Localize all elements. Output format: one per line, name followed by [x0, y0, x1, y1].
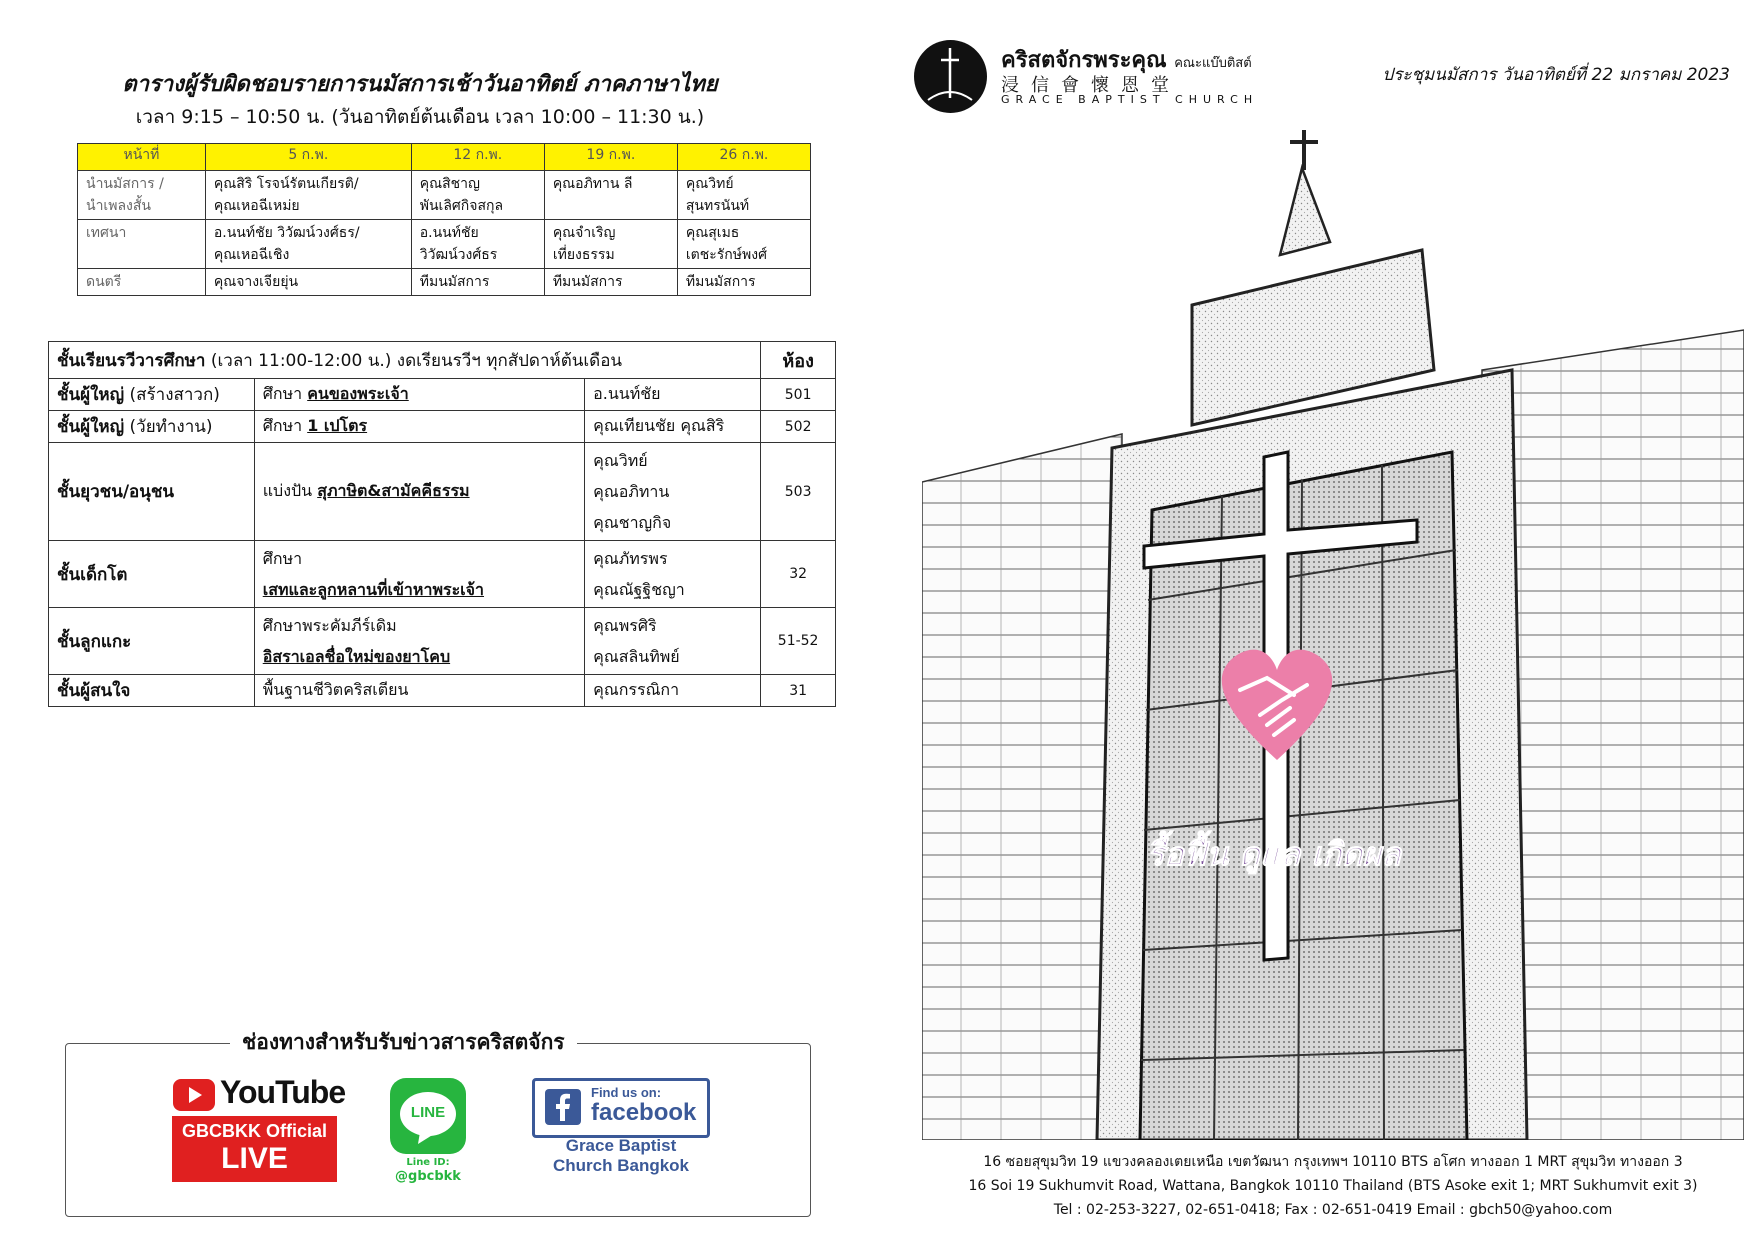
teacher-line: คุณสลินทิพย์: [593, 647, 680, 666]
duty-cell: ทีมนมัสการ: [677, 269, 810, 296]
teacher-line: คุณวิทย์: [593, 451, 648, 470]
class-room: 501: [761, 379, 836, 411]
slogan: รื้อฟื้น ดูแล เกิดผล: [1147, 835, 1401, 873]
church-name-th-text: คริสตจักรพระคุณ: [1001, 48, 1167, 73]
class-teacher: คุณเทียนชัย คุณสิริ: [585, 411, 761, 443]
church-logo: [914, 40, 987, 113]
address-thai: 16 ซอยสุขุมวิท 19 แขวงคลองเตยเหนือ เขตวัฒนา กรุงเทพฯ 10110 BTS อโศก ทางออก 1 MRT สุขุมวิท ทางออก 3: [983, 1154, 1683, 1170]
duty-row-sermon: [78, 220, 811, 269]
channels-title: ช่องทางสำหรับรับข่าวสารคริสตจักร: [230, 1026, 577, 1059]
role-cell: [78, 171, 206, 220]
class-room: 31: [761, 675, 836, 707]
class-row: [49, 379, 836, 411]
header-cell: 12 ก.พ.: [411, 144, 544, 171]
line-brand: LINE: [410, 1104, 446, 1121]
class-name-note: (วัยทำงาน): [124, 417, 213, 437]
topic-title: อิสราเอลชื่อใหม่ของยาโคบ: [262, 647, 451, 666]
class-header-rest: (เวลา 11:00-12:00 น.) งดเรียนรวีฯ ทุกสัปดาห์ต้นเดือน: [205, 350, 623, 371]
duty-row-music: [78, 269, 811, 296]
cell-line: คุณสิชาญ: [419, 176, 480, 192]
church-logo-cross-icon: [914, 40, 987, 113]
duty-row-worship: [78, 171, 811, 220]
duty-cell: [677, 220, 810, 269]
header-cell: 19 ก.พ.: [544, 144, 677, 171]
class-name: [49, 379, 255, 411]
duty-cell: [411, 220, 544, 269]
class-name: [49, 411, 255, 443]
church-address: [922, 1150, 1744, 1222]
class-room: 502: [761, 411, 836, 443]
cell-line: คุณเหอฉีเชิง: [213, 247, 290, 263]
facebook-f-icon: [545, 1089, 581, 1125]
duty-roster-table: [77, 143, 811, 296]
teacher-line: คุณพรศิริ: [593, 616, 657, 635]
church-name-english: GRACE BAPTIST CHURCH: [1001, 93, 1259, 106]
class-teacher: [585, 443, 761, 541]
class-name: ชั้นผู้สนใจ: [49, 675, 255, 707]
class-row: [49, 443, 836, 541]
header-cell: 5 ก.พ.: [205, 144, 411, 171]
cell-line: อ.นนท์ชัย วิวัฒน์วงศ์ธร/: [213, 225, 360, 241]
duty-cell: ทีมนมัสการ: [411, 269, 544, 296]
facebook-brand: facebook: [591, 1099, 697, 1126]
class-teacher: [585, 541, 761, 608]
facebook-find-us: Find us on:: [591, 1085, 662, 1100]
class-topic: [254, 379, 584, 411]
spire: [1280, 168, 1330, 255]
contact-info: Tel : 02-253-3227, 02-651-0418; Fax : 02-651-0419 Email : gbch50@yahoo.com: [1053, 1202, 1613, 1218]
sunday-school-table: [48, 341, 836, 707]
church-name-chinese: 浸信會懷恩堂: [1001, 75, 1181, 96]
class-header-row: [49, 342, 836, 379]
topic-prefix: แบ่งปัน: [262, 481, 318, 500]
class-topic: [254, 541, 584, 608]
duty-cell: ทีมนมัสการ: [544, 269, 677, 296]
topic-prefix: ศึกษา: [262, 416, 308, 435]
duty-cell: [205, 171, 411, 220]
class-name: ชั้นยุวชน/อนุชน: [49, 443, 255, 541]
class-room: 503: [761, 443, 836, 541]
cell-line: พันเลิศกิจสกุล: [419, 198, 504, 214]
schedule-title: ตารางผู้รับผิดชอบรายการนมัสการเช้าวันอาทิตย์ ภาคภาษาไทย: [122, 72, 718, 97]
header-cell: 26 ก.พ.: [677, 144, 810, 171]
line-id: @gbcbkk: [395, 1169, 461, 1184]
class-teacher: อ.นนท์ชัย: [585, 379, 761, 411]
facebook-name-line: Grace Baptist: [565, 1136, 677, 1155]
class-header-bold: ชั้นเรียนรวีวารศึกษา: [57, 350, 206, 371]
duty-cell: [544, 171, 677, 220]
cell-line: คุณเหอฉีเหม่ย: [213, 198, 300, 214]
cell-line: สุนทรนันท์: [685, 198, 750, 214]
address-english: 16 Soi 19 Sukhumvit Road, Wattana, Bangkok 10110 Thailand (BTS Asoke exit 1; MRT Sukhumvit exit 3): [968, 1178, 1698, 1194]
class-name-text: ชั้นผู้ใหญ่: [57, 417, 125, 437]
church-denomination: คณะแบ๊บติสต์: [1174, 56, 1252, 71]
schedule-subtitle: เวลา 9:15 – 10:50 น. (วันอาทิตย์ต้นเดือน เวลา 10:00 – 11:30 น.): [135, 106, 705, 128]
duty-cell: [411, 171, 544, 220]
duty-cell: [677, 171, 810, 220]
header-cell: หน้าที่: [78, 144, 206, 171]
room-header: ห้อง: [761, 342, 836, 379]
topic-title: คนของพระเจ้า: [307, 384, 409, 403]
role-cell: เทศนา: [78, 220, 206, 269]
youtube-channel-name: GBCBKK Official: [181, 1121, 327, 1141]
youtube-live-label: LIVE: [221, 1142, 288, 1175]
youtube-logo[interactable]: [172, 1074, 346, 1112]
youtube-brand: YouTube: [220, 1074, 346, 1110]
teacher-line: คุณชาญกิจ: [593, 513, 672, 532]
duty-cell: [205, 220, 411, 269]
class-name-text: ชั้นผู้ใหญ่: [57, 385, 125, 405]
class-row: [49, 608, 836, 675]
line-logo[interactable]: [390, 1078, 466, 1154]
topic-prefix: ศึกษา: [262, 384, 308, 403]
bulletin-date: ประชุมนมัสการ วันอาทิตย์ที่ 22 มกราคม 2023: [1382, 65, 1730, 85]
teacher-line: คุณอภิทาน: [593, 482, 670, 501]
youtube-play-icon: [172, 1078, 216, 1112]
topic-title: 1 เปโตร: [307, 416, 368, 435]
facebook-name-line: Church Bangkok: [552, 1156, 690, 1175]
facebook-page-name: [532, 1136, 710, 1176]
duty-header-row: [78, 144, 811, 171]
class-teacher: [585, 608, 761, 675]
cell-line: คุณอภิทาน ลี: [552, 176, 633, 192]
cell-line: เตชะรักษ์พงศ์: [685, 247, 767, 263]
youtube-live-badge[interactable]: [172, 1116, 337, 1182]
cell-line: เที่ยงธรรม: [552, 247, 615, 263]
cell-line: คุณจำเริญ: [552, 225, 616, 241]
topic-prefix: ศึกษาพระคัมภีร์เดิม: [262, 616, 397, 635]
topic-title: สุภาษิต&สามัคคีธรรม: [317, 481, 470, 500]
class-row: [49, 675, 836, 707]
class-name: ชั้นลูกแกะ: [49, 608, 255, 675]
teacher-line: คุณภัทรพร: [593, 549, 668, 568]
class-row: [49, 411, 836, 443]
cell-line: คุณวิทย์: [685, 176, 734, 192]
class-name: ชั้นเด็กโต: [49, 541, 255, 608]
class-topic: [254, 443, 584, 541]
cell-line: อ.นนท์ชัย: [419, 225, 479, 241]
role-line: นำนมัสการ /: [86, 176, 164, 192]
left-wall: [922, 434, 1122, 1140]
duty-cell: คุณจางเจียยุ่น: [205, 269, 411, 296]
class-header: [49, 342, 761, 379]
teacher-line: คุณณัฐฐิชญา: [593, 580, 685, 599]
class-room: 51-52: [761, 608, 836, 675]
class-topic: [254, 411, 584, 443]
class-row: [49, 541, 836, 608]
cell-line: วิวัฒน์วงศ์ธร: [419, 247, 498, 263]
topic-prefix: ศึกษา: [262, 549, 303, 568]
role-cell: ดนตรี: [78, 269, 206, 296]
duty-cell: [544, 220, 677, 269]
class-name-note: (สร้างสาวก): [124, 385, 220, 405]
class-topic: [254, 608, 584, 675]
church-building-illustration: [922, 130, 1744, 1140]
cell-line: คุณสิริ โรจน์รัตนเกียรติ/: [213, 176, 359, 192]
class-teacher: คุณกรรณิกา: [585, 675, 761, 707]
class-topic: พื้นฐานชีวิตคริสเตียน: [254, 675, 584, 707]
topic-title: เสทและลูกหลานที่เข้าหาพระเจ้า: [262, 580, 485, 599]
class-room: 32: [761, 541, 836, 608]
facebook-logo[interactable]: [532, 1078, 710, 1138]
cell-line: คุณสุเมธ: [685, 225, 740, 241]
role-line: นำเพลงสั้น: [86, 198, 151, 214]
line-id-label: Line ID:: [406, 1157, 450, 1168]
